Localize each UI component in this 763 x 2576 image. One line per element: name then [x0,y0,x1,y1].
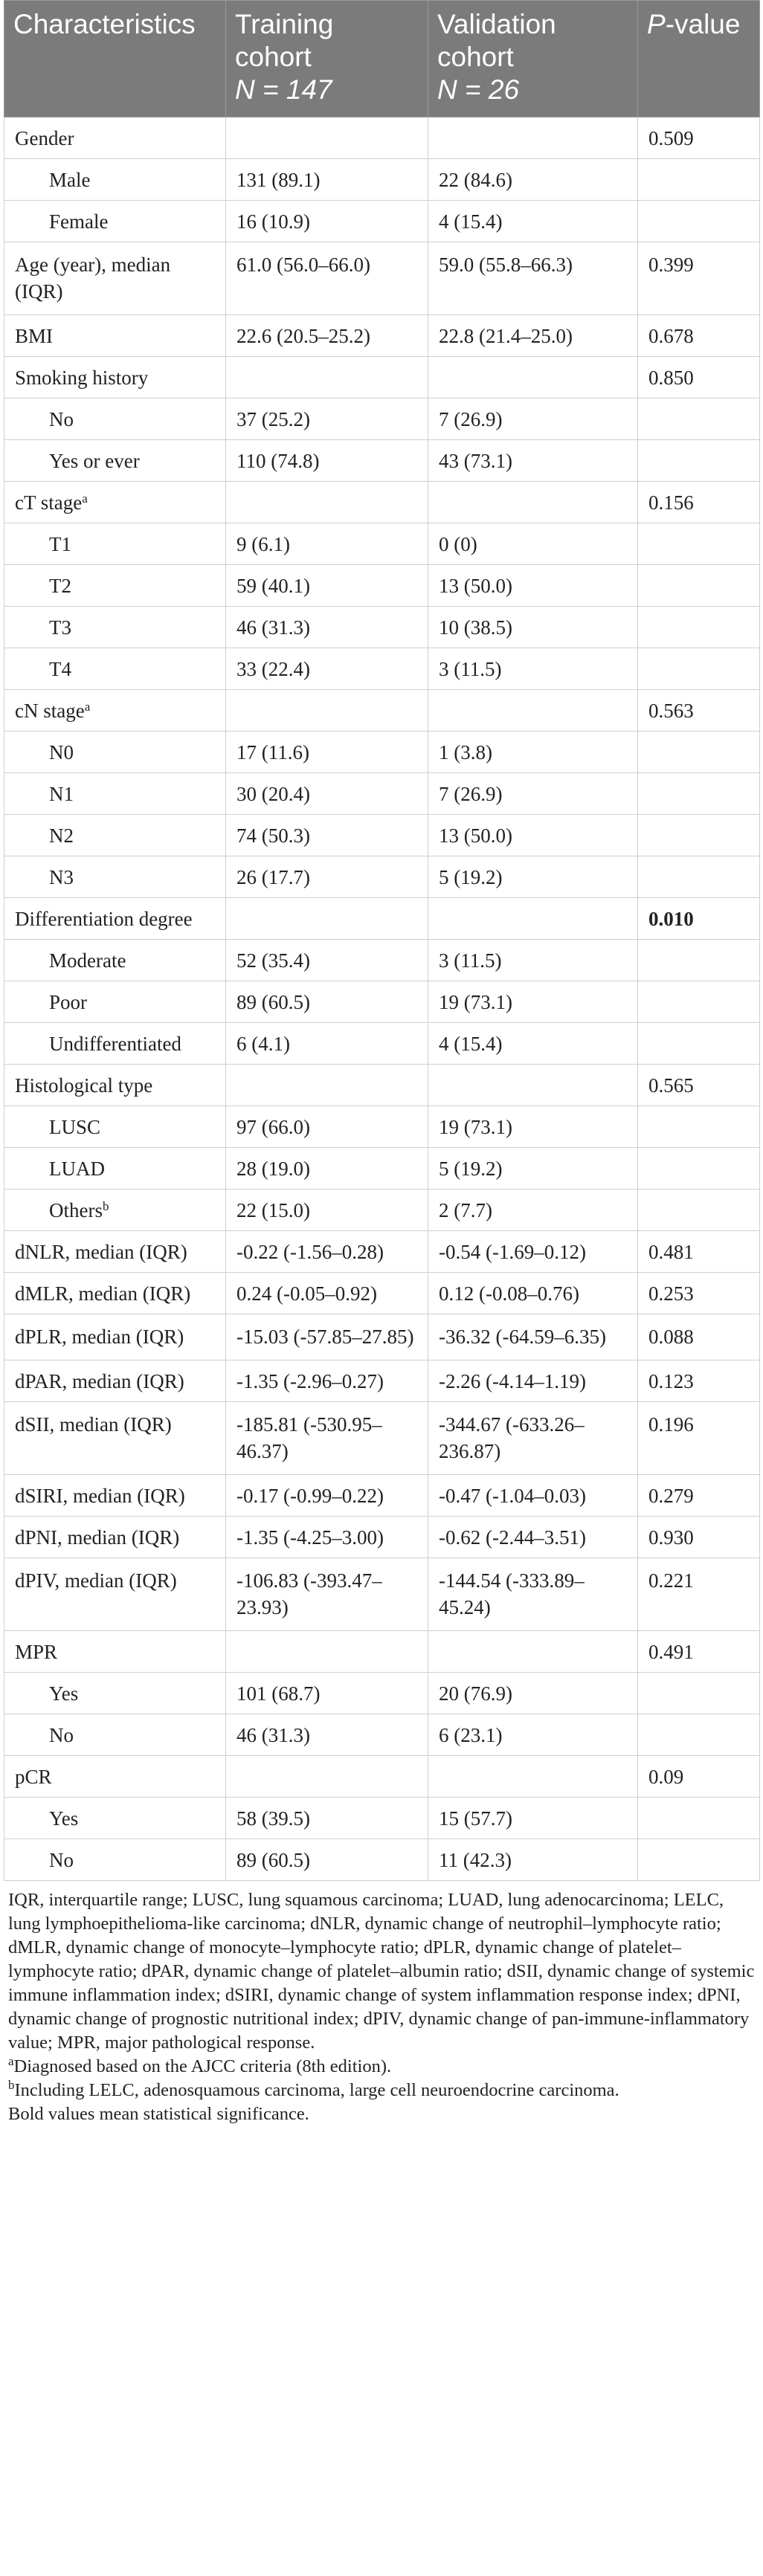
header-training-cohort [226,1,428,117]
cell-validation: 1 (3.8) [428,732,638,773]
cell-training: 37 (25.2) [226,398,428,440]
cell-p-value: 0.279 [638,1475,760,1517]
cell-p-value [638,565,760,607]
cell-training: -1.35 (-2.96–0.27) [226,1360,428,1402]
characteristic-label: Differentiation degree [15,908,193,930]
cell-p-value [638,815,760,856]
table-row [4,1360,760,1402]
cell-characteristic [4,1558,226,1631]
cell-validation [428,690,638,732]
table-row [4,1106,760,1148]
cell-validation: 0 (0) [428,523,638,565]
cell-p-value: 0.850 [638,357,760,398]
cell-validation: 13 (50.0) [428,815,638,856]
cell-training: 33 (22.4) [226,648,428,690]
table-row [4,1189,760,1231]
cell-validation: 43 (73.1) [428,440,638,482]
table-row [4,815,760,856]
cell-characteristic [4,607,226,648]
cell-validation [428,1756,638,1798]
table-row [4,1756,760,1798]
cell-characteristic [4,1106,226,1148]
cell-validation: 20 (76.9) [428,1673,638,1714]
header-training-line2: cohort [235,42,312,72]
cell-p-value: 0.930 [638,1517,760,1558]
table-row [4,1065,760,1106]
characteristic-label: Yes [49,1807,79,1830]
table-row [4,1273,760,1314]
cell-training: 89 (60.5) [226,1839,428,1881]
characteristic-label: cT stage [15,491,83,514]
cell-p-value: 0.09 [638,1756,760,1798]
characteristic-label: Histological type [15,1074,153,1097]
cell-characteristic [4,565,226,607]
cell-p-value: 0.481 [638,1231,760,1273]
cell-validation: -0.47 (-1.04–0.03) [428,1475,638,1517]
cell-characteristic [4,201,226,242]
cell-characteristic [4,1673,226,1714]
cell-characteristic [4,1148,226,1189]
table-row [4,201,760,242]
cell-p-value [638,1839,760,1881]
cell-characteristic [4,1475,226,1517]
table-row [4,1475,760,1517]
cell-validation [428,898,638,940]
cell-characteristic [4,482,226,523]
cell-training: 0.24 (-0.05–0.92) [226,1273,428,1314]
cell-p-value [638,440,760,482]
cell-p-value [638,940,760,981]
cell-training: 101 (68.7) [226,1673,428,1714]
cell-validation: -36.32 (-64.59–6.35) [428,1314,638,1360]
table-row [4,1631,760,1673]
cell-validation: 22 (84.6) [428,159,638,201]
header-p-value [638,1,760,117]
cell-characteristic [4,1517,226,1558]
characteristic-label: dSII, median (IQR) [15,1413,172,1436]
characteristic-label: LUAD [49,1158,105,1180]
cell-training: 17 (11.6) [226,732,428,773]
cell-validation: -2.26 (-4.14–1.19) [428,1360,638,1402]
characteristics-table [4,0,760,1881]
footnote-marker: a [82,491,88,506]
footnote-b [8,2079,755,2102]
table-row [4,1402,760,1475]
footnote-b-mark: b [8,2078,15,2092]
table-row [4,315,760,357]
table-row [4,1673,760,1714]
characteristic-label: N2 [49,824,74,847]
table-body [4,117,760,1881]
cell-training [226,898,428,940]
characteristic-label: T1 [49,533,71,555]
cell-characteristic [4,315,226,357]
cell-validation: 7 (26.9) [428,773,638,815]
table-row [4,690,760,732]
cell-validation: 59.0 (55.8–66.3) [428,242,638,315]
table-row [4,898,760,940]
table-row [4,856,760,898]
table-row [4,1148,760,1189]
cell-validation: 11 (42.3) [428,1839,638,1881]
table-row [4,159,760,201]
characteristic-label: Female [49,210,109,233]
cell-characteristic [4,1714,226,1756]
cell-validation: 19 (73.1) [428,981,638,1023]
footnote-a [8,2055,755,2079]
characteristic-label: BMI [15,325,54,347]
characteristic-label: Age (year), median (IQR) [15,254,171,303]
cell-training: 22 (15.0) [226,1189,428,1231]
cell-p-value [638,773,760,815]
cell-characteristic [4,1798,226,1839]
header-training-n: N = 147 [235,74,332,105]
characteristic-label: Undifferentiated [49,1033,181,1055]
table-row [4,117,760,159]
characteristic-label: T3 [49,616,71,639]
cell-characteristic [4,1360,226,1402]
cell-characteristic [4,1273,226,1314]
cell-p-value [638,607,760,648]
cell-validation: 7 (26.9) [428,398,638,440]
table-row [4,523,760,565]
cell-p-value [638,201,760,242]
characteristic-label: No [49,1849,74,1871]
cell-p-value [638,1148,760,1189]
table-row [4,1314,760,1360]
table-row [4,1839,760,1881]
cell-characteristic [4,1065,226,1106]
cell-training: -15.03 (-57.85–27.85) [226,1314,428,1360]
table-row [4,1023,760,1065]
characteristic-label: N3 [49,866,74,888]
cell-training: 89 (60.5) [226,981,428,1023]
characteristic-label: pCR [15,1766,52,1788]
cell-p-value: 0.123 [638,1360,760,1402]
cell-validation: 13 (50.0) [428,565,638,607]
cell-p-value [638,1189,760,1231]
cell-validation: 2 (7.7) [428,1189,638,1231]
cell-characteristic [4,398,226,440]
cell-validation: 5 (19.2) [428,856,638,898]
cell-training: -106.83 (-393.47–23.93) [226,1558,428,1631]
characteristic-label: Yes or ever [49,450,140,472]
footnote-marker: b [102,1199,109,1213]
cell-characteristic [4,1631,226,1673]
cell-training: 58 (39.5) [226,1798,428,1839]
characteristic-label: dPLR, median (IQR) [15,1326,184,1348]
cell-p-value [638,856,760,898]
cell-characteristic [4,1314,226,1360]
characteristic-label: dPNI, median (IQR) [15,1526,180,1549]
cell-training: 110 (74.8) [226,440,428,482]
characteristic-label: T4 [49,658,71,680]
cell-training: -0.22 (-1.56–0.28) [226,1231,428,1273]
cell-validation: 10 (38.5) [428,607,638,648]
table-row [4,648,760,690]
cell-characteristic [4,940,226,981]
characteristic-label: dSIRI, median (IQR) [15,1485,185,1507]
cell-training: 61.0 (56.0–66.0) [226,242,428,315]
table-row [4,1714,760,1756]
characteristic-label: No [49,1724,74,1746]
cell-characteristic [4,1402,226,1475]
cell-validation: -144.54 (-333.89–45.24) [428,1558,638,1631]
cell-validation: 3 (11.5) [428,648,638,690]
characteristic-label: Others [49,1199,103,1221]
cell-characteristic [4,1189,226,1231]
cell-characteristic [4,898,226,940]
cell-characteristic [4,440,226,482]
footnote-b-text: Including LELC, adenosquamous carcinoma, large cell neuroendocrine carcinoma. [14,2080,619,2100]
footnote-marker: a [84,700,91,714]
cell-p-value: 0.509 [638,117,760,159]
characteristic-label: dPAR, median (IQR) [15,1370,184,1392]
cell-validation [428,1631,638,1673]
characteristic-label: Moderate [49,949,126,972]
cell-training: 16 (10.9) [226,201,428,242]
cell-p-value [638,159,760,201]
cell-training [226,1756,428,1798]
cell-validation: -0.62 (-2.44–3.51) [428,1517,638,1558]
cell-validation: -344.67 (-633.26–236.87) [428,1402,638,1475]
cell-p-value [638,648,760,690]
cell-training [226,482,428,523]
table-row [4,940,760,981]
cell-validation: 4 (15.4) [428,201,638,242]
cell-p-value [638,523,760,565]
header-validation-n: N = 26 [437,74,520,105]
cell-characteristic [4,1231,226,1273]
table-footnotes [8,1888,755,2126]
characteristic-label: Yes [49,1682,79,1705]
cell-p-value: 0.156 [638,482,760,523]
cell-training: 9 (6.1) [226,523,428,565]
header-training-line1: Training [235,9,334,39]
cell-training: 22.6 (20.5–25.2) [226,315,428,357]
table-header-row [4,1,760,117]
characteristic-label: Male [49,169,91,191]
characteristic-label: N1 [49,783,74,805]
characteristic-label: Gender [15,127,74,149]
footnote-a-text: Diagnosed based on the AJCC criteria (8th edition). [13,2056,392,2076]
table-row [4,357,760,398]
table-row [4,1517,760,1558]
cell-p-value: 0.563 [638,690,760,732]
cell-characteristic [4,773,226,815]
characteristic-label: MPR [15,1641,58,1663]
characteristic-label: dMLR, median (IQR) [15,1282,191,1305]
cell-validation: 4 (15.4) [428,1023,638,1065]
cell-validation [428,117,638,159]
cell-training: 28 (19.0) [226,1148,428,1189]
cell-validation: 3 (11.5) [428,940,638,981]
cell-validation [428,482,638,523]
cell-training: 74 (50.3) [226,815,428,856]
cell-training [226,1065,428,1106]
cell-p-value: 0.565 [638,1065,760,1106]
cell-validation: 0.12 (-0.08–0.76) [428,1273,638,1314]
cell-training [226,690,428,732]
footnote-a-mark: a [8,2054,14,2068]
cell-p-value: 0.399 [638,242,760,315]
characteristic-label: dNLR, median (IQR) [15,1241,187,1263]
characteristic-label: LUSC [49,1116,101,1138]
cell-validation: 15 (57.7) [428,1798,638,1839]
cell-p-value: 0.010 [638,898,760,940]
cell-training [226,117,428,159]
cell-characteristic [4,1756,226,1798]
cell-validation: 22.8 (21.4–25.0) [428,315,638,357]
cell-characteristic [4,856,226,898]
table-row [4,482,760,523]
characteristic-label: N0 [49,741,74,764]
cell-p-value [638,1023,760,1065]
table-row [4,565,760,607]
cell-characteristic [4,981,226,1023]
characteristic-label: cN stage [15,700,85,722]
header-p-rest: -value [665,9,741,39]
table-row [4,773,760,815]
cell-training: 131 (89.1) [226,159,428,201]
cell-training: -0.17 (-0.99–0.22) [226,1475,428,1517]
cell-training: 52 (35.4) [226,940,428,981]
header-validation-line1: Validation [437,9,556,39]
table-row [4,440,760,482]
cell-p-value [638,1673,760,1714]
characteristic-label: No [49,408,74,430]
cell-training: -185.81 (-530.95–46.37) [226,1402,428,1475]
cell-p-value [638,732,760,773]
table-row [4,398,760,440]
cell-p-value: 0.253 [638,1273,760,1314]
characteristic-label: Smoking history [15,367,149,389]
cell-validation [428,357,638,398]
cell-training: 30 (20.4) [226,773,428,815]
characteristic-label: dPIV, median (IQR) [15,1569,177,1592]
cell-p-value: 0.221 [638,1558,760,1631]
cell-training: 26 (17.7) [226,856,428,898]
cell-p-value: 0.678 [638,315,760,357]
cell-validation: -0.54 (-1.69–0.12) [428,1231,638,1273]
cell-characteristic [4,732,226,773]
cell-training [226,357,428,398]
cell-training: 46 (31.3) [226,607,428,648]
cell-p-value [638,1106,760,1148]
cell-p-value [638,398,760,440]
cell-p-value: 0.088 [638,1314,760,1360]
table-row [4,1558,760,1631]
abbreviations-note: IQR, interquartile range; LUSC, lung squamous carcinoma; LUAD, lung adenocarcinoma; LELC, lung lymphoepithelioma-like carcinoma; dNLR, dynamic change of neutrophil–lymphocyte ratio; dMLR, dynamic change of monocyte–lymphocyte ratio; dPLR, dynamic change of platelet–lymphocyte ratio; dPAR, dynamic change of platelet–albumin ratio; dSII, dynamic change of systemic immune inflammation index; dSIRI, dynamic change of system inflammation response index; dPNI, dynamic change of prognostic nutritional index; dPIV, dynamic change of pan-immune-inflammatory value; MPR, major pathological response. [8,1890,755,2053]
table-row [4,981,760,1023]
cell-characteristic [4,159,226,201]
cell-validation: 6 (23.1) [428,1714,638,1756]
table-row [4,1798,760,1839]
cell-training: 59 (40.1) [226,565,428,607]
cell-training: -1.35 (-4.25–3.00) [226,1517,428,1558]
cell-characteristic [4,357,226,398]
table-row [4,607,760,648]
bold-values-note: Bold values mean statistical significance. [8,2104,309,2124]
cell-characteristic [4,523,226,565]
cell-characteristic [4,1839,226,1881]
cell-validation: 5 (19.2) [428,1148,638,1189]
characteristic-label: T2 [49,575,71,597]
header-validation-cohort [428,1,638,117]
cell-characteristic [4,117,226,159]
header-validation-line2: cohort [437,42,514,72]
table-row [4,1231,760,1273]
header-characteristics: Characteristics [4,1,226,117]
header-p: P [647,9,666,39]
cell-characteristic [4,690,226,732]
cell-training: 6 (4.1) [226,1023,428,1065]
cell-p-value [638,1714,760,1756]
cell-p-value: 0.196 [638,1402,760,1475]
cell-training: 46 (31.3) [226,1714,428,1756]
cell-characteristic [4,1023,226,1065]
cell-characteristic [4,242,226,315]
cell-p-value: 0.491 [638,1631,760,1673]
cell-characteristic [4,815,226,856]
table-row [4,242,760,315]
cell-validation [428,1065,638,1106]
cell-training [226,1631,428,1673]
table-row [4,732,760,773]
cell-validation: 19 (73.1) [428,1106,638,1148]
characteristic-label: Poor [49,991,88,1013]
cell-training: 97 (66.0) [226,1106,428,1148]
cell-p-value [638,981,760,1023]
cell-p-value [638,1798,760,1839]
cell-characteristic [4,648,226,690]
